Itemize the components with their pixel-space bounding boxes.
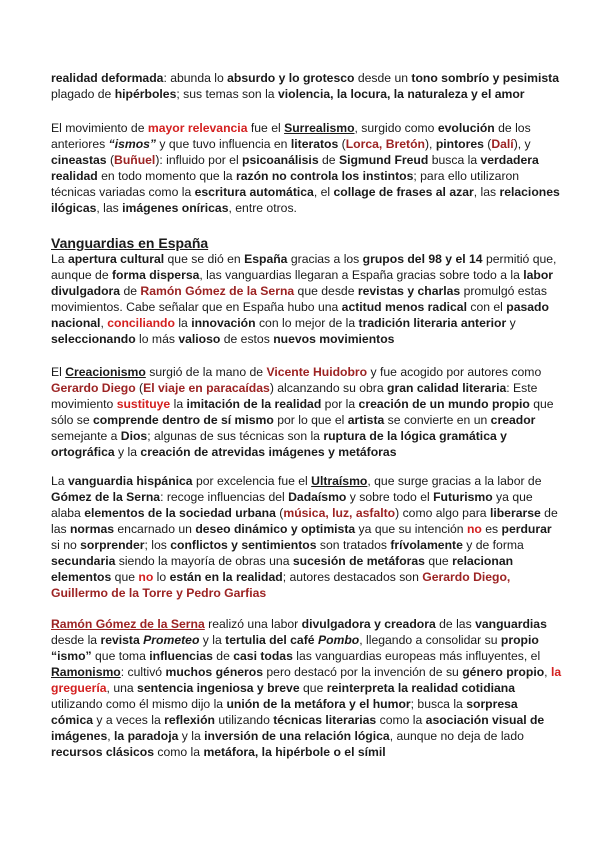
text-line (51, 412, 561, 428)
emphasis-run: vanguardias (475, 617, 547, 631)
emphasis-run: apertura cultural (67, 252, 165, 266)
text-line (51, 136, 561, 152)
emphasis-run: Buñuel (114, 153, 156, 167)
emphasis-run: sentencia ingeniosa y breve (137, 681, 300, 695)
emphasis-run: vanguardia hispánica (67, 474, 193, 488)
text-run: , surgido como (354, 121, 438, 135)
emphasis-run: tertulia del café (225, 633, 315, 647)
emphasis-run: Lorca, Bretón (345, 137, 425, 151)
emphasis-run: Dadaísmo (288, 490, 347, 504)
text-line (51, 380, 561, 396)
emphasis-run: tono sombrío y pesimista (411, 71, 560, 85)
emphasis-run: Ramón Gómez de la Serna (51, 617, 205, 631)
emphasis-run: greguería (51, 681, 107, 695)
text-run: aunque de (51, 268, 112, 282)
text-run: que toma (91, 649, 150, 663)
text-run: y (506, 316, 516, 330)
text-run: lo (153, 570, 170, 584)
emphasis-run: género propio (462, 665, 545, 679)
emphasis-run: creación de atrevidas imágenes y metáforas (140, 445, 397, 459)
emphasis-run: Dalí (491, 137, 514, 151)
text-run: , (544, 665, 551, 679)
text-run: son tratados (316, 538, 391, 552)
text-run: y la (114, 445, 141, 459)
text-run: de (318, 153, 339, 167)
text-run: con el (466, 300, 507, 314)
text-line (51, 489, 561, 505)
section-heading: Vanguardias en España (51, 235, 209, 251)
text-run: , las (96, 201, 123, 215)
text-run: y a veces la (93, 713, 165, 727)
emphasis-run: El viaje en paracaídas (143, 381, 270, 395)
emphasis-run: elementos (51, 570, 112, 584)
text-run: se convierte en un (384, 413, 491, 427)
emphasis-run: metáfora, la hipérbole o el símil (203, 745, 386, 759)
emphasis-run: muchos géneros (165, 665, 264, 679)
text-line (51, 616, 561, 632)
emphasis-run: están en la realidad (169, 570, 283, 584)
emphasis-run: evolución (437, 121, 495, 135)
text-run: surgió de la mano de (145, 365, 267, 379)
emphasis-run: Prometeo (143, 633, 200, 647)
text-line (51, 664, 561, 680)
text-run: que (299, 681, 327, 695)
emphasis-run: relaciones (499, 185, 560, 199)
emphasis-run: “ismo” (51, 649, 92, 663)
text-line (51, 505, 561, 521)
emphasis-run: forma dispersa (112, 268, 200, 282)
emphasis-run: grupos del 98 y el 14 (362, 252, 483, 266)
text-run: ( (338, 137, 346, 151)
emphasis-run: Futurismo (433, 490, 493, 504)
text-line (51, 521, 561, 537)
emphasis-run: revistas y charlas (357, 284, 461, 298)
text-line (51, 152, 561, 168)
emphasis-run: frívolamente (390, 538, 463, 552)
emphasis-run: artista (347, 413, 385, 427)
text-run: y la (199, 633, 226, 647)
text-line (51, 396, 561, 412)
text-run: de (540, 506, 558, 520)
text-run: : abunda lo (163, 71, 228, 85)
text-line (51, 473, 561, 489)
text-line (51, 712, 561, 728)
text-run: ya que su intención (355, 522, 467, 536)
emphasis-run: hipérboles (114, 87, 177, 101)
text-run: desde un (354, 71, 412, 85)
text-run: , las vanguardias llegaran a España gracias sobre todo a la (199, 268, 524, 282)
text-run: fue el (247, 121, 285, 135)
text-line (51, 728, 561, 744)
text-line (51, 200, 561, 216)
text-run: como la (376, 713, 426, 727)
emphasis-run: realidad deformada (51, 71, 164, 85)
text-run: ( (135, 381, 144, 395)
text-line (51, 428, 561, 444)
text-line (51, 283, 561, 299)
text-run: de los (494, 121, 531, 135)
emphasis-run: la (550, 665, 562, 679)
emphasis-run: Creacionismo (65, 365, 146, 379)
emphasis-run: realidad (51, 169, 98, 183)
emphasis-run: ilógicas (51, 201, 97, 215)
text-run: que desde (294, 284, 358, 298)
text-run: por la (321, 397, 359, 411)
emphasis-run: sorpresa (466, 697, 518, 711)
text-run: y sobre todo el (346, 490, 434, 504)
text-line (51, 86, 561, 102)
text-run: técnicas variadas como la (51, 185, 195, 199)
text-line (51, 168, 561, 184)
emphasis-run: reinterpreta la realidad cotidiana (326, 681, 516, 695)
emphasis-run: escritura automática (194, 185, 314, 199)
emphasis-run: propio (500, 633, 539, 647)
emphasis-run: literatos (290, 137, 339, 151)
emphasis-run: nuevos movimientos (273, 332, 395, 346)
emphasis-run: conflictos y sentimientos (170, 538, 317, 552)
text-run: , aunque no deja de lado (389, 729, 524, 743)
text-run: El (51, 365, 66, 379)
emphasis-run: inversión de una relación lógica (204, 729, 390, 743)
text-run: de estos (220, 332, 274, 346)
text-run: por excelencia fue el (192, 474, 312, 488)
text-run: que (424, 554, 453, 568)
emphasis-run: razón no controla los instintos (235, 169, 414, 183)
paragraph-surrealismo (51, 120, 561, 216)
text-line (51, 632, 561, 648)
emphasis-run: cómica (51, 713, 94, 727)
emphasis-run: comprende dentro de sí mismo (93, 413, 274, 427)
text-line (51, 184, 561, 200)
emphasis-run: psicoanálisis (242, 153, 319, 167)
emphasis-run: secundaria (51, 554, 116, 568)
emphasis-run: Gerardo Diego (51, 381, 136, 395)
text-run: , que surge gracias a la labor de (367, 474, 542, 488)
text-run: ) alcanzando su obra (269, 381, 388, 395)
emphasis-run: técnicas literarias (273, 713, 377, 727)
text-run: ( (106, 153, 115, 167)
emphasis-run: liberarse (489, 506, 541, 520)
text-run: si no (51, 538, 81, 552)
text-run: y que tuvo influencia en (156, 137, 291, 151)
text-run: utilizando como él mismo dijo la (51, 697, 227, 711)
emphasis-run: Gerardo Diego, (422, 570, 511, 584)
text-run: siendo la mayoría de obras una (115, 554, 293, 568)
text-run: movimiento (51, 397, 117, 411)
text-run: y de forma (462, 538, 524, 552)
text-run: La (51, 252, 68, 266)
emphasis-run: música, luz, asfalto (283, 506, 396, 520)
emphasis-run: deseo dinámico y optimista (195, 522, 356, 536)
emphasis-run: divulgadora (51, 284, 121, 298)
emphasis-run: creador (490, 413, 536, 427)
emphasis-run: sucesión de metáforas (292, 554, 425, 568)
emphasis-run: seleccionando (51, 332, 136, 346)
text-run: movimientos. Cabe señalar que en España hubo una (51, 300, 342, 314)
emphasis-run: violencia, la locura, la naturaleza y el amor (277, 87, 525, 101)
emphasis-run: Sigmund Freud (338, 153, 429, 167)
text-run: , una (106, 681, 138, 695)
emphasis-run: nacional (51, 316, 101, 330)
text-run: realizó una labor (204, 617, 302, 631)
text-run: ya que (492, 490, 533, 504)
emphasis-run: valioso (178, 332, 221, 346)
text-run: ( (483, 137, 492, 151)
text-run: anteriores (51, 137, 109, 151)
emphasis-run: absurdo y lo grotesco (227, 71, 355, 85)
emphasis-run: imitación de la realidad (186, 397, 322, 411)
emphasis-run: sorprender (80, 538, 145, 552)
emphasis-run: asociación visual de (425, 713, 545, 727)
emphasis-run: pasado (506, 300, 549, 314)
text-line (51, 553, 561, 569)
text-run: alaba (51, 506, 85, 520)
text-run: La (51, 474, 68, 488)
text-line (51, 267, 561, 283)
emphasis-run: Guillermo de la Torre y Pedro Garfias (51, 586, 267, 600)
text-run: , las (473, 185, 500, 199)
emphasis-run: ortográfica (51, 445, 115, 459)
text-line (51, 251, 561, 267)
emphasis-run: imágenes (51, 729, 108, 743)
emphasis-run: divulgadora y creadora (301, 617, 436, 631)
text-run: sólo se (51, 413, 94, 427)
text-run: ) como algo para (395, 506, 490, 520)
text-run: la (174, 316, 192, 330)
text-run: encarnado un (114, 522, 196, 536)
text-run: de las (435, 617, 476, 631)
text-run: : cultivó (120, 665, 166, 679)
text-run: en todo momento que la (97, 169, 236, 183)
text-run: como la (153, 745, 204, 759)
text-run: las (51, 522, 70, 536)
text-run: por lo que el (273, 413, 348, 427)
text-line (51, 299, 561, 315)
text-run: busca la (428, 153, 481, 167)
text-line (51, 70, 561, 86)
text-run: las vanguardias europeas más influyentes, el (292, 649, 541, 663)
emphasis-run: pintores (435, 137, 484, 151)
emphasis-run: mayor relevancia (147, 121, 248, 135)
text-run: ( (275, 506, 284, 520)
text-run: que se dió en (164, 252, 245, 266)
emphasis-run: “ismos” (108, 137, 157, 151)
emphasis-run: cineastas (51, 153, 107, 167)
text-run: ; autores destacados son (282, 570, 423, 584)
emphasis-run: imágenes oníricas (122, 201, 229, 215)
text-run: : recoge influencias del (160, 490, 289, 504)
emphasis-run: la paradoja (114, 729, 179, 743)
emphasis-run: labor (523, 268, 554, 282)
text-run: semejante a (51, 429, 121, 443)
text-line (51, 315, 561, 331)
emphasis-run: Surrealismo (284, 121, 355, 135)
emphasis-run: actitud menos radical (341, 300, 467, 314)
text-run: , el (313, 185, 334, 199)
text-run: y la (178, 729, 205, 743)
text-line (51, 648, 561, 664)
emphasis-run: normas (69, 522, 114, 536)
emphasis-run: Vicente Huidobro (266, 365, 368, 379)
text-run: ), y (513, 137, 531, 151)
emphasis-run: reflexión (164, 713, 215, 727)
emphasis-run: conciliando (107, 316, 175, 330)
emphasis-run: verdadera (480, 153, 539, 167)
emphasis-run: Ramón Gómez de la Serna (140, 284, 295, 298)
emphasis-run: Dios (120, 429, 148, 443)
emphasis-run: no (466, 522, 482, 536)
emphasis-run: Pombo (317, 633, 360, 647)
emphasis-run: elementos de la sociedad urbana (84, 506, 276, 520)
text-run: que (529, 397, 554, 411)
text-run: , (107, 729, 115, 743)
text-line (51, 444, 561, 460)
emphasis-run: revista (100, 633, 140, 647)
paragraph-ultraismo (51, 473, 561, 601)
emphasis-run: no (138, 570, 154, 584)
text-run: , llegando a consolidar su (359, 633, 501, 647)
text-run: : Este (506, 381, 538, 395)
emphasis-run: Gómez de la Serna (51, 490, 161, 504)
text-run: plagado de (51, 87, 115, 101)
emphasis-run: Ramonismo (51, 665, 121, 679)
text-run: y fue acogido por autores como (367, 365, 542, 379)
text-run: ; sus temas son la (176, 87, 278, 101)
text-run: ; busca la (410, 697, 467, 711)
paragraph-expresionismo-end (51, 70, 561, 102)
text-run: ): influido por el (155, 153, 243, 167)
text-run: utilizando (214, 713, 274, 727)
text-run: ), (424, 137, 436, 151)
emphasis-run: creación de un mundo propio (358, 397, 530, 411)
emphasis-run: sustituye (116, 397, 171, 411)
text-run: desde la (51, 633, 101, 647)
emphasis-run: unión de la metáfora y el humor (226, 697, 411, 711)
text-line (51, 744, 561, 760)
emphasis-run: innovación (191, 316, 256, 330)
text-run: pero destacó por la invención de su (263, 665, 463, 679)
text-line (51, 331, 561, 347)
text-run: es (481, 522, 502, 536)
text-run: con lo mejor de la (255, 316, 359, 330)
text-run: permitió que, (482, 252, 557, 266)
text-run: de (212, 649, 234, 663)
emphasis-run: relacionan (452, 554, 514, 568)
text-run: , (100, 316, 108, 330)
text-run: ; algunas de sus técnicas son la (147, 429, 324, 443)
emphasis-run: Ultraísmo (311, 474, 368, 488)
text-run: ; los (144, 538, 171, 552)
emphasis-run: collage de frases al azar (333, 185, 474, 199)
emphasis-run: ruptura de la lógica gramática y (323, 429, 507, 443)
text-line (51, 696, 561, 712)
text-run: ; para ello utilizaron (413, 169, 520, 183)
text-run: , entre otros. (228, 201, 297, 215)
text-line (51, 680, 561, 696)
text-run: lo más (135, 332, 179, 346)
emphasis-run: influencias (149, 649, 213, 663)
emphasis-run: tradición literaria anterior (358, 316, 507, 330)
emphasis-run: casi todas (233, 649, 293, 663)
text-line (51, 364, 561, 380)
emphasis-run: recursos clásicos (51, 745, 154, 759)
text-run: promulgó estas (460, 284, 547, 298)
emphasis-run: gran calidad literaria (387, 381, 507, 395)
paragraph-vanguardias-espana (51, 251, 561, 347)
text-line (51, 569, 561, 585)
text-line (51, 585, 561, 601)
paragraph-creacionismo (51, 364, 561, 460)
text-line (51, 537, 561, 553)
text-run: de (120, 284, 141, 298)
emphasis-run: España (244, 252, 288, 266)
text-run: la (170, 397, 187, 411)
text-run: gracias a los (287, 252, 363, 266)
text-run: El movimiento de (51, 121, 148, 135)
text-run: que (111, 570, 139, 584)
emphasis-run: perdurar (501, 522, 552, 536)
paragraph-ramon-gomez-de-la-serna (51, 616, 561, 760)
text-line (51, 120, 561, 136)
